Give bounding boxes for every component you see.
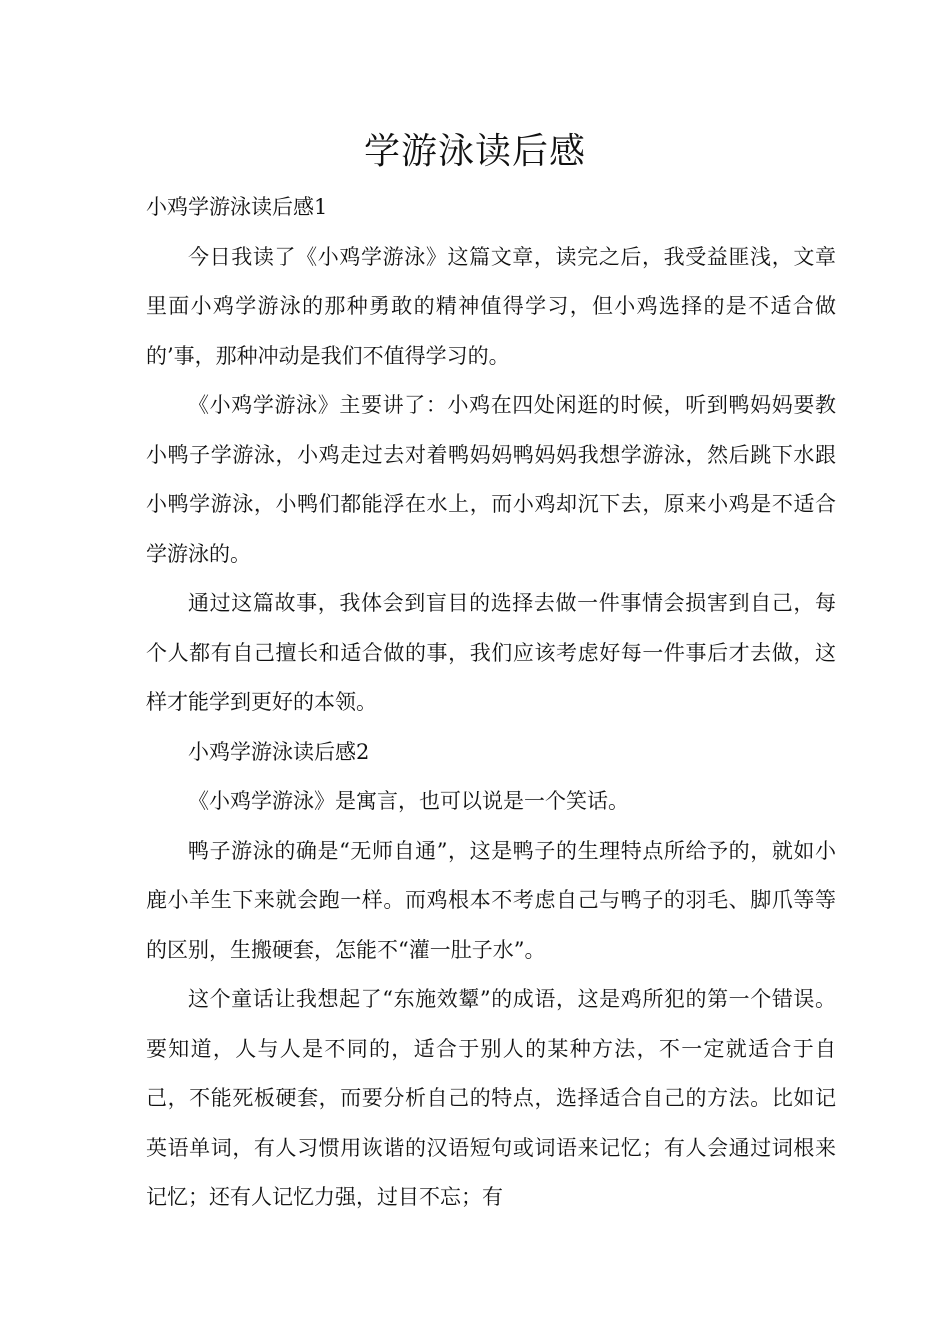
subheading-2: 小鸡学游泳读后感2 (188, 739, 370, 764)
paragraph-5: 鸭子游泳的确是“无师自通”，这是鸭子的生理特点所给予的，就如小鹿小羊生下来就会跑一样。而鸡根本不考虑自己与鸭子的羽毛、脚爪等等的区别，生搬硬套，怎能不“灌一肚子水”。 (146, 838, 836, 962)
document-body (146, 183, 836, 1223)
paragraph-2: 《小鸡学游泳》主要讲了：小鸡在四处闲逛的时候，听到鸭妈妈要教小鸭子学游泳，小鸡走过去对着鸭妈妈鸭妈妈我想学游泳，然后跳下水跟小鸭学游泳，小鸭们都能浮在水上，而小鸡却沉下去，原来小鸡是不适合学游泳的。 (146, 393, 836, 566)
paragraph-3: 通过这篇故事，我体会到盲目的选择去做一件事情会损害到自己，每个人都有自己擅长和适合做的事，我们应该考虑好每一件事后才去做，这样才能学到更好的本领。 (146, 591, 836, 714)
paragraph-1: 今日我读了《小鸡学游泳》这篇文章，读完之后，我受益匪浅，文章里面小鸡学游泳的那种勇敢的精神值得学习，但小鸡选择的是不适合做的’事，那种冲动是我们不值得学习的。 (146, 244, 836, 368)
subheading-1: 小鸡学游泳读后感1 (146, 195, 328, 219)
document-title: 学游泳读后感 (363, 131, 586, 172)
paragraph-6: 这个童话让我想起了“东施效颦”的成语，这是鸡所犯的第一个错误。要知道，人与人是不同的，适合于别人的某种方法，不一定就适合于自己，不能死板硬套，而要分析自己的特点，选择适合自己的方法。比如记英语单词，有人习惯用诙谐的汉语短句或词语来记忆；有人会通过词根来记忆；还有人记忆力强，过目不忘；有 (146, 987, 836, 1209)
paragraph-4: 《小鸡学游泳》是寓言，也可以说是一个笑话。 (188, 789, 629, 813)
